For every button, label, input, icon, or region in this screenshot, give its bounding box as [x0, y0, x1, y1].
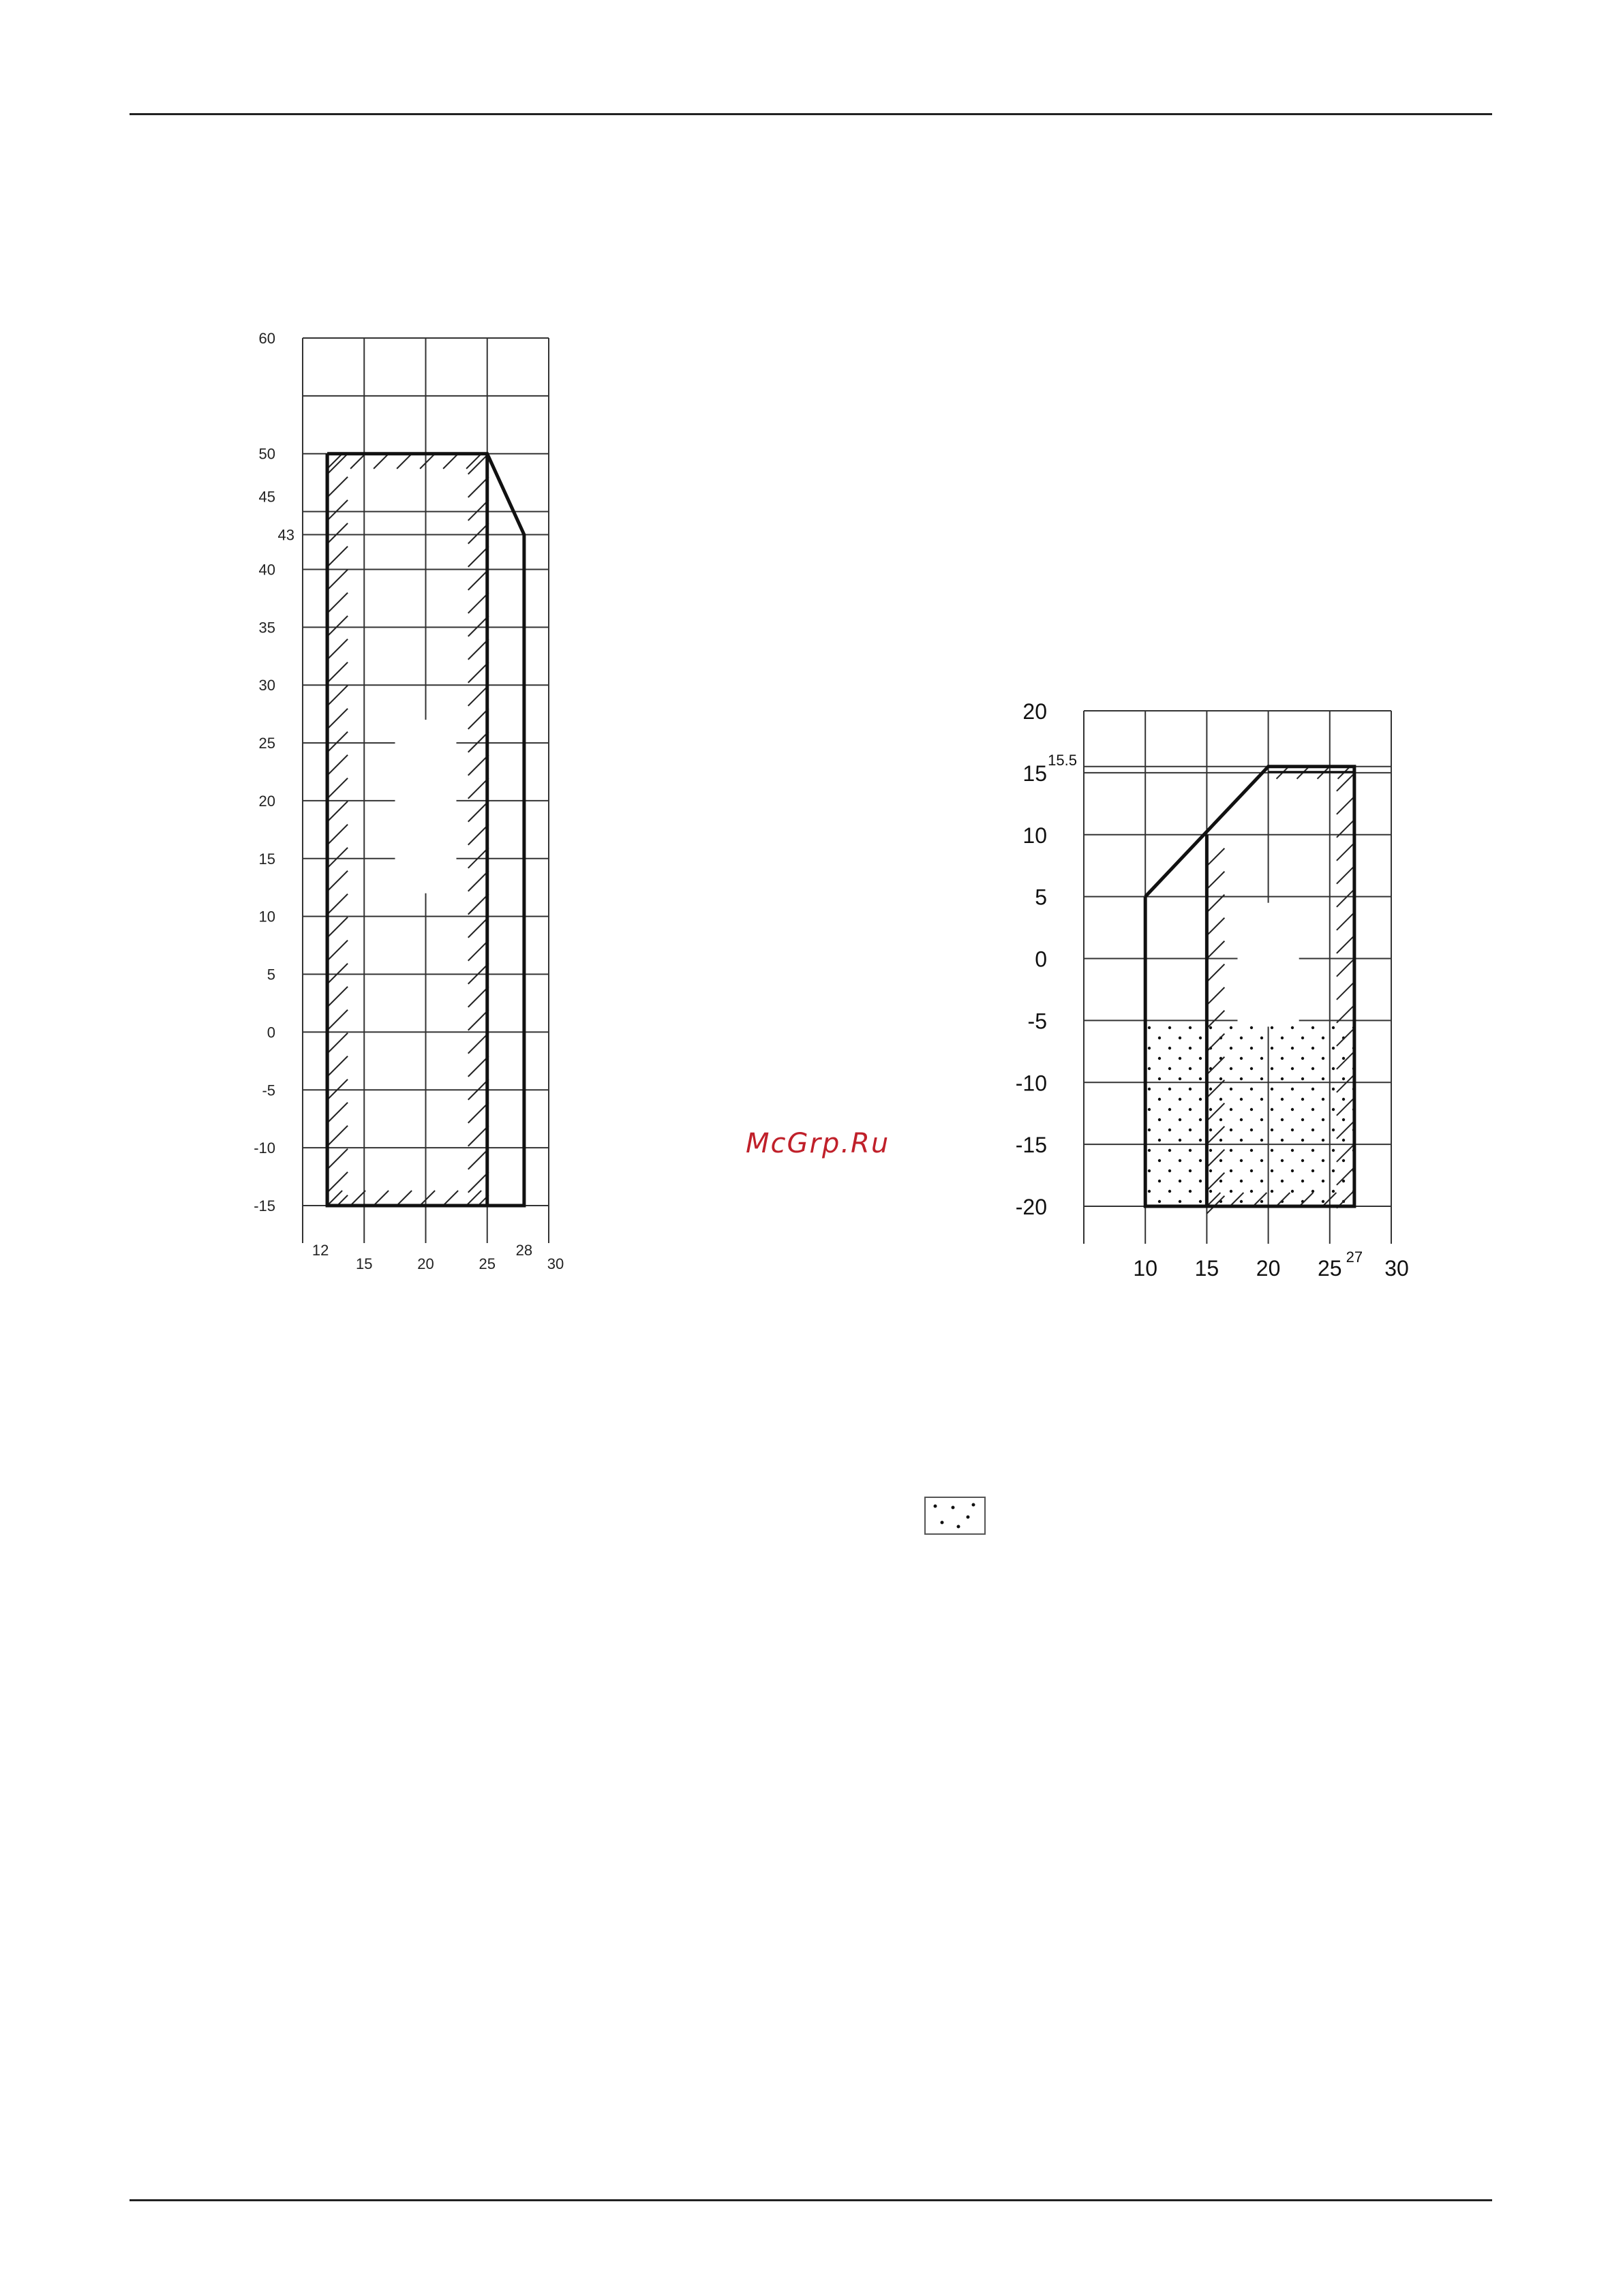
y-tick-label: -20 [1015, 1195, 1047, 1219]
x-tick-label: 15 [356, 1255, 373, 1272]
y-tick-label: -5 [1027, 1009, 1047, 1034]
x-tick-label: 20 [417, 1255, 434, 1272]
x-tick-label: 12 [312, 1242, 329, 1259]
y-tick-label: 20 [1022, 699, 1047, 724]
chart-right-y-ticks [1016, 699, 1077, 1219]
y-tick-label: 20 [258, 792, 275, 810]
hatch-stroke [1207, 918, 1224, 936]
hatch-stroke [1207, 941, 1224, 959]
y-tick-label: -10 [254, 1139, 275, 1157]
dotted-area [1145, 1020, 1354, 1206]
y-tick-label: 25 [258, 735, 275, 752]
x-tick-label: 25 [479, 1255, 496, 1272]
x-tick-label: 10 [1133, 1256, 1157, 1281]
watermark-text: McGrp.Ru [746, 1128, 890, 1159]
hatch-stroke [1207, 988, 1224, 1005]
hatch-stroke [1337, 843, 1354, 861]
hatch-stroke [1207, 872, 1224, 889]
y-tick-label: 35 [258, 619, 275, 637]
y-tick-label: 5 [267, 966, 275, 983]
y-tick-label: 40 [258, 561, 275, 579]
x-tick-label: 25 [1318, 1256, 1342, 1281]
grid-gap [1238, 903, 1299, 1027]
y-tick-label: 10 [258, 908, 275, 925]
y-tick-label: 0 [1035, 947, 1047, 972]
hatch-stroke [1337, 936, 1354, 953]
x-tick-label: 27 [1346, 1249, 1363, 1266]
y-tick-label: -15 [1015, 1133, 1047, 1158]
y-tick-label: 45 [258, 488, 275, 506]
y-tick-label: 30 [258, 677, 275, 694]
y-tick-label: 15 [1022, 761, 1047, 786]
x-tick-label: 20 [1256, 1256, 1281, 1281]
x-tick-label: 15 [1194, 1256, 1219, 1281]
y-tick-label: 5 [1035, 885, 1047, 910]
hatch-stroke [1337, 959, 1354, 977]
y-tick-label: 0 [267, 1024, 275, 1041]
hatch-stroke [1207, 848, 1224, 866]
y-tick-label: -5 [262, 1082, 275, 1099]
hatch-stroke [1337, 913, 1354, 930]
hatch-stroke [1207, 895, 1224, 913]
y-tick-label: 10 [1022, 823, 1047, 848]
y-tick-label: 60 [258, 330, 275, 347]
x-tick-label: 30 [1384, 1256, 1409, 1281]
y-tick-label: 50 [258, 445, 275, 463]
y-tick-label: 43 [277, 526, 294, 544]
y-tick-label: -15 [254, 1197, 275, 1214]
legend-dotted-swatch [924, 1497, 986, 1535]
y-tick-label: 15 [258, 850, 275, 868]
y-tick-label: -10 [1015, 1071, 1047, 1096]
hatch-stroke [1337, 866, 1354, 884]
hatch-stroke [1337, 774, 1354, 791]
x-tick-label: 28 [515, 1242, 533, 1259]
x-tick-label: 30 [547, 1255, 564, 1272]
hatch-stroke [1337, 797, 1354, 814]
chart-right-x-ticks [1133, 1249, 1408, 1281]
hatch-stroke [1337, 982, 1354, 1000]
y-tick-label: 15.5 [1048, 751, 1077, 769]
chart-right-dots [1145, 1020, 1354, 1206]
hatch-stroke [1207, 964, 1224, 982]
hatch-stroke [1337, 889, 1354, 907]
